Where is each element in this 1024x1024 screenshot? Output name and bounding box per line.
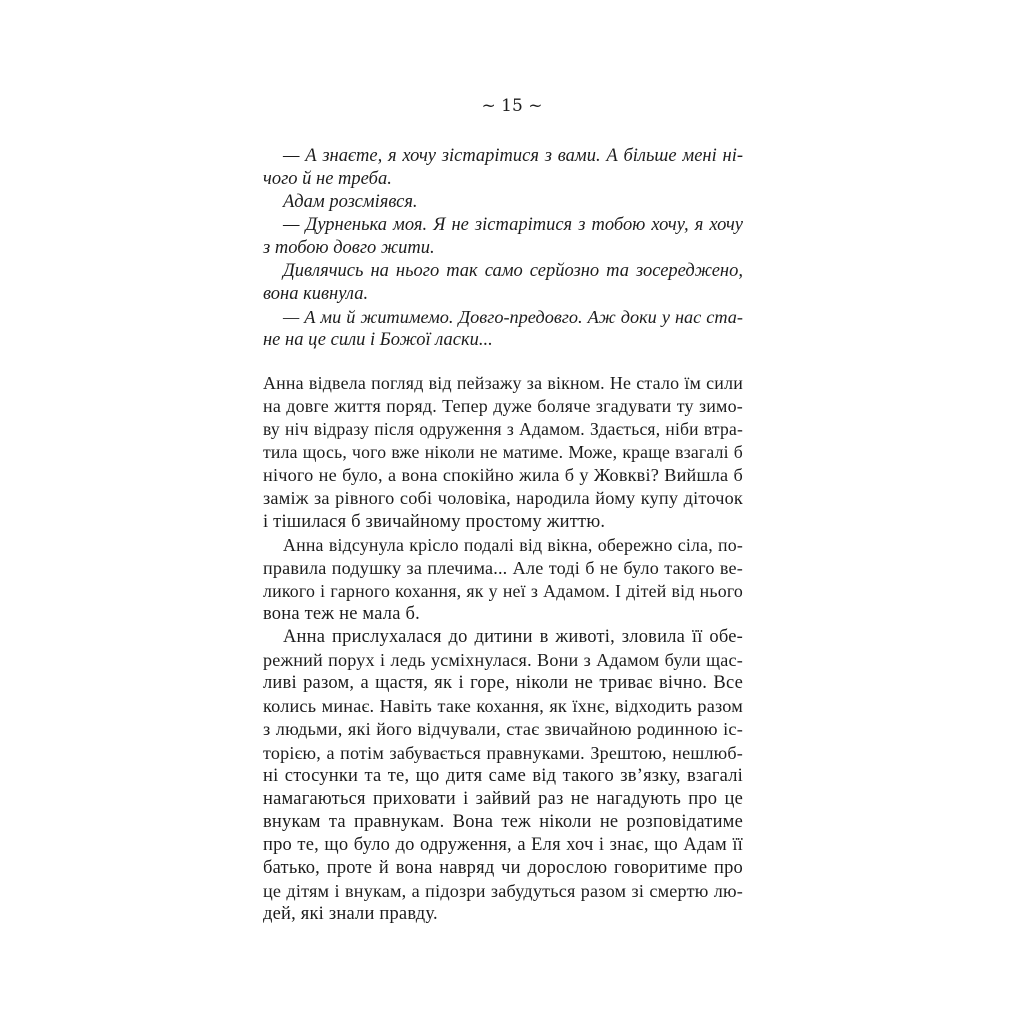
dialogue-line: — Дурненька моя. Я не зістарітися з тобою хочу, я хочу (283, 215, 743, 235)
text-line: і тішилася б звичайному простому життю. (263, 511, 606, 532)
dialogue-line: чого й не треба. (263, 169, 392, 189)
dialogue-line: — А знаєте, я хочу зістарітися з вами. А більше мені ні- (283, 146, 743, 166)
dialogue-line: Дивлячись на нього так само серйозно та зосереджено, (283, 261, 743, 281)
text-line: ву ніч відразу після одруження з Адамом. Здається, ніби втра- (263, 419, 743, 440)
text-line: намагаються приховати і зайвий раз не нагадують про це (263, 788, 743, 809)
text-line: ні стосунки та те, що дитя саме від такого зв’язку, взагалі (263, 765, 743, 786)
text-line: з людьми, які його відчували, стає звичайною родинною іс- (263, 719, 743, 740)
text-line: про те, що було до одруження, а Еля хоч і знає, що Адам її (263, 834, 743, 855)
text-line: торією, а потім забувається правнуками. Зрештою, нешлюб- (263, 742, 743, 763)
text-line: це дітям і внукам, а підозри забудуться разом зі смертю лю- (263, 881, 743, 902)
narrative-block (263, 372, 743, 926)
text-line: батько, проте й вона навряд чи дорослою говоритиме про (263, 857, 743, 878)
dialogue-line: — А ми й житимемо. Довго-предовго. Аж доки у нас ста- (283, 307, 743, 327)
text-line: ливі разом, а щастя, як і горе, ніколи не триває вічно. Все (263, 673, 743, 694)
dialogue-block (263, 145, 743, 352)
dialogue-line: не на це сили і Божої ласки... (263, 330, 493, 350)
text-line: Анна відсунула крісло подалі від вікна, обережно сіла, по- (283, 534, 743, 555)
text-line: внукам та правнукам. Вона теж ніколи не розповідатиме (263, 811, 743, 832)
dialogue-line: вона кивнула. (263, 284, 369, 304)
text-line: заміж за рівного собі чоловіка, народила йому купу діточок (263, 488, 743, 509)
text-line: ликого і гарного кохання, як у неї з Адамом. І дітей від нього (263, 580, 743, 601)
text-line: вона теж не мала б. (263, 603, 420, 624)
page-number: ~ 15 ~ (481, 96, 543, 116)
text-line: режний порух і ледь усміхнулася. Вони з Адамом були щас- (263, 650, 743, 671)
dialogue-line: з тобою довго жити. (263, 238, 435, 258)
text-line: Анна відвела погляд від пейзажу за вікном. Не стало їм сили (263, 373, 743, 393)
dialogue-line: Адам розсміявся. (283, 192, 418, 212)
text-line: нічого не було, а вона спокійно жила б у Жовкві? Вийшла б (263, 465, 743, 486)
text-line: на довге життя поряд. Тепер дуже боляче згадувати ту зимо- (263, 396, 743, 417)
text-line: Анна прислухалася до дитини в животі, зловила її обе- (283, 627, 743, 648)
text-line: дей, які знали правду. (263, 904, 438, 925)
text-line: тила щось, чого вже ніколи не матиме. Може, краще взагалі б (263, 442, 743, 463)
text-line: колись минає. Навіть таке кохання, як їхнє, відходить разом (263, 696, 743, 717)
text-line: правила подушку за плечима... Але тоді б не було такого ве- (263, 557, 743, 578)
